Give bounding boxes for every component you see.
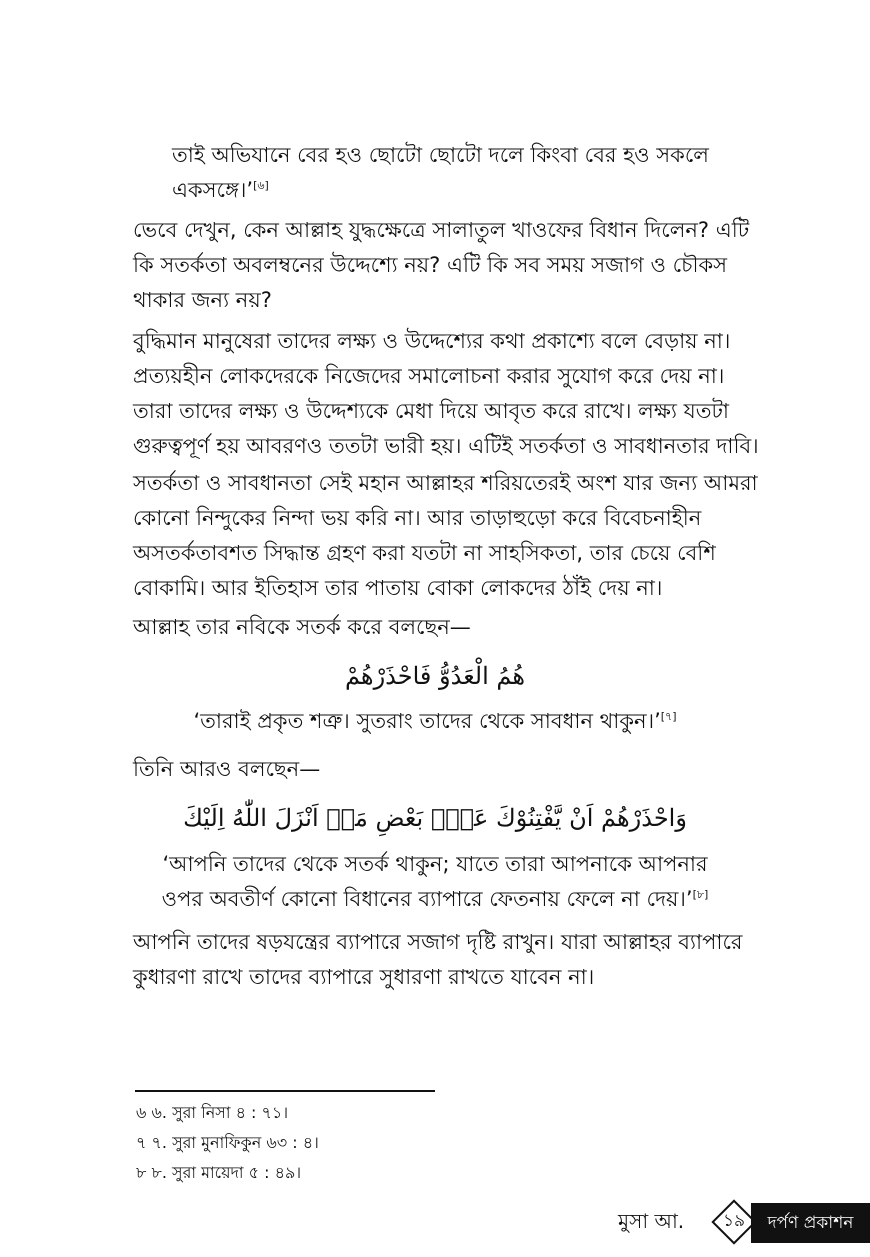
quote-line-2-text: একসঙ্গে।’	[172, 178, 254, 202]
paragraph-4	[133, 925, 743, 995]
translation-2-line-2-text: ওপর অবতীর্ণ কোনো বিধানের ব্যাপারে ফেতনায় ফেলে না দেয়।’	[161, 887, 693, 911]
quote-line-1: তাই অভিযানে বের হও ছোটো ছোটো দলে কিংবা বের হও সকলে	[172, 143, 709, 167]
paragraph-2-line-2: প্রত্যয়হীন লোকদেরকে নিজেদের সমালোচনা করার সুযোগ করে দেয় না।	[133, 364, 725, 388]
paragraph-3	[133, 466, 758, 606]
arabic-verse-1: هُمُ الْعَدُوُّ فَاحْذَرْهُمْ	[344, 662, 526, 690]
paragraph-4-line-2: কুধারণা রাখে তাদের ব্যাপারে সুধারণা রাখতে যাবেন না।	[133, 965, 595, 989]
paragraph-3-line-4: বোকামি। আর ইতিহাস তার পাতায় বোকা লোকদের ঠাঁই দেয় না।	[133, 576, 663, 600]
paragraph-2-line-3: তারা তাদের লক্ষ্য ও উদ্দেশ্যকে মেধা দিয়ে আবৃত করে রাখে। লক্ষ্য যতটা	[133, 399, 729, 423]
translation-2	[133, 847, 737, 917]
translation-1	[133, 704, 737, 739]
paragraph-1-line-3: থাকার জন্য নয়?	[133, 288, 272, 312]
footnote-7: ৭ ৭. সুরা মুনাফিকুন ৬৩ : ৪।	[136, 1133, 319, 1152]
footnote-ref-7: [৭]	[660, 710, 677, 723]
paragraph-1-line-1: ভেবে দেখুন, কেন আল্লাহ যুদ্ধক্ষেত্রে সালাতুল খাওফের বিধান দিলেন? এটি	[133, 218, 750, 242]
footnote-6: ৬ ৬. সুরা নিসা ৪ : ৭১।	[136, 1103, 289, 1122]
publisher-badge: দর্পণ প্রকাশন	[751, 1203, 870, 1243]
paragraph-4-line-1: আপনি তাদের ষড়যন্ত্রের ব্যাপারে সজাগ দৃষ্টি রাখুন। যারা আল্লাহর ব্যাপারে	[133, 930, 743, 954]
paragraph-3-line-3: অসতর্কতাবশত সিদ্ধান্ত গ্রহণ করা যতটা না সাহসিকতা, তার চেয়ে বেশি	[133, 541, 716, 565]
footnote-ref-8: [৮]	[692, 888, 709, 901]
paragraph-2	[133, 324, 759, 464]
paragraph-2-line-4: গুরুত্বপূর্ণ হয় আবরণও ততটা ভারী হয়। এটিই সতর্কতা ও সাবধানতার দাবি।	[133, 434, 759, 458]
paragraph-1	[133, 213, 750, 318]
translation-2-line-1: ‘আপনি তাদের থেকে সতর্ক থাকুন; যাতে তারা আপনাকে আপনার	[162, 852, 708, 876]
paragraph-3-line-1: সতর্কতা ও সাবধানতা সেই মহান আল্লাহর শরিয়তেরই অংশ যার জন্য আমরা	[133, 471, 758, 495]
translation-2-line-2	[133, 882, 737, 917]
intro-line-2: তিনি আরও বলছেন—	[133, 757, 321, 781]
paragraph-2-line-1: বুদ্ধিমান মানুষেরা তাদের লক্ষ্য ও উদ্দেশ্যের কথা প্রকাশ্যে বলে বেড়ায় না।	[133, 329, 731, 353]
arabic-verse-2: وَاحْذَرْهُمْ اَنْ يَّفْتِنُوْكَ عَنْۢ بَعْضِ مَاۤ اَنْزَلَ اللّٰهُ اِلَيْكَ	[183, 804, 687, 832]
quote-line-2	[172, 173, 732, 208]
paragraph-1-line-2: কি সতর্কতা অবলম্বনের উদ্দেশ্যে নয়? এটি কি সব সময় সজাগ ও চৌকস	[133, 253, 728, 277]
translation-1-text: ‘তারাই প্রকৃত শত্রু। সুতরাং তাদের থেকে সাবধান থাকুন।’	[193, 709, 661, 733]
footnote-divider	[135, 1090, 435, 1092]
page-number: ১৯	[722, 1211, 746, 1231]
quote-block	[172, 138, 732, 208]
intro-line-1: আল্লাহ তার নবিকে সতর্ক করে বলছেন—	[133, 615, 471, 639]
running-title: মুসা আ.	[618, 1209, 685, 1233]
paragraph-3-line-2: কোনো নিন্দুকের নিন্দা ভয় করি না। আর তাড়াহুড়ো করে বিবেচনাহীন	[133, 506, 702, 530]
footnote-ref-6: [৬]	[253, 179, 269, 192]
footnote-8: ৮ ৮. সুরা মায়েদা ৫ : ৪৯।	[136, 1163, 302, 1182]
